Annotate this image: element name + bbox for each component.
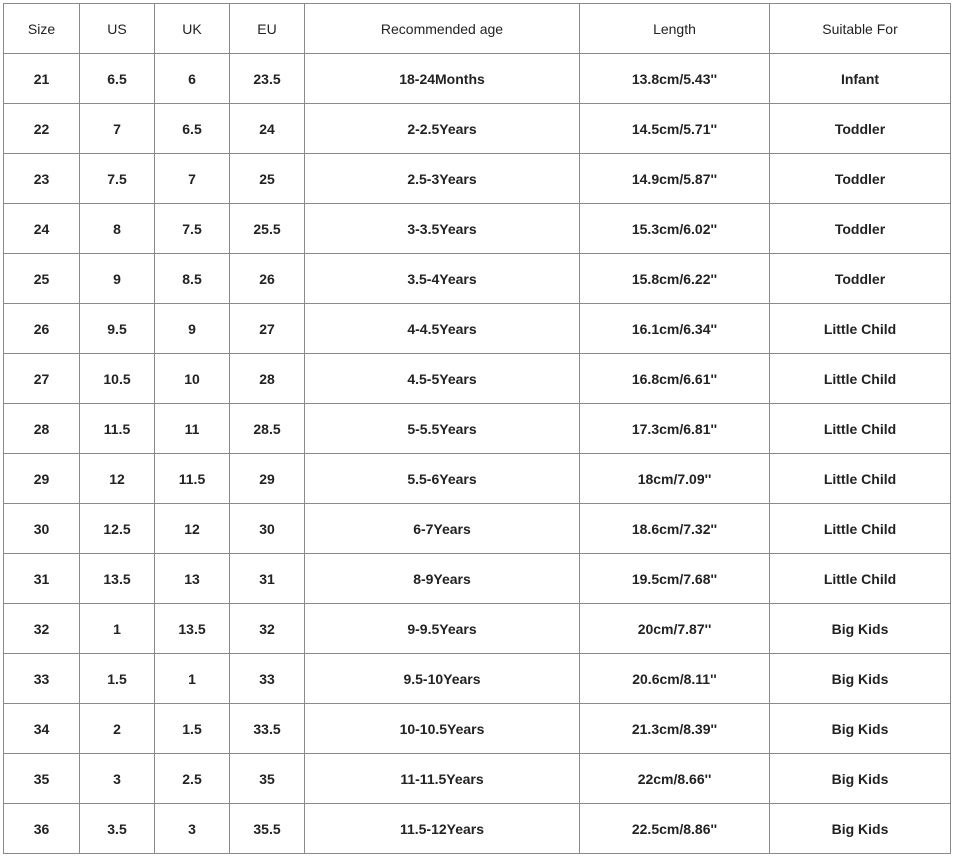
cell-recommended-age: 18-24Months <box>305 54 580 104</box>
table-row <box>4 304 951 354</box>
cell-uk: 7 <box>155 154 230 204</box>
header-row <box>4 4 951 54</box>
cell-suitable-for: Big Kids <box>770 754 951 804</box>
cell-length: 18.6cm/7.32'' <box>580 504 770 554</box>
cell-recommended-age: 10-10.5Years <box>305 704 580 754</box>
cell-us: 9 <box>80 254 155 304</box>
size-chart-table <box>3 3 951 854</box>
column-header-suitable-for: Suitable For <box>770 4 951 54</box>
cell-suitable-for: Toddler <box>770 254 951 304</box>
cell-length: 14.9cm/5.87'' <box>580 154 770 204</box>
cell-suitable-for: Big Kids <box>770 704 951 754</box>
table-header <box>4 4 951 54</box>
cell-length: 16.8cm/6.61'' <box>580 354 770 404</box>
table-row <box>4 454 951 504</box>
cell-length: 17.3cm/6.81'' <box>580 404 770 454</box>
cell-recommended-age: 3.5-4Years <box>305 254 580 304</box>
column-header-eu: EU <box>230 4 305 54</box>
cell-uk: 6.5 <box>155 104 230 154</box>
cell-uk: 13 <box>155 554 230 604</box>
cell-recommended-age: 5-5.5Years <box>305 404 580 454</box>
cell-recommended-age: 9.5-10Years <box>305 654 580 704</box>
cell-size: 32 <box>4 604 80 654</box>
table-row <box>4 704 951 754</box>
table-row <box>4 204 951 254</box>
cell-length: 22.5cm/8.86'' <box>580 804 770 854</box>
cell-size: 22 <box>4 104 80 154</box>
cell-us: 12 <box>80 454 155 504</box>
cell-recommended-age: 9-9.5Years <box>305 604 580 654</box>
cell-size: 23 <box>4 154 80 204</box>
cell-uk: 11 <box>155 404 230 454</box>
cell-eu: 28 <box>230 354 305 404</box>
cell-eu: 30 <box>230 504 305 554</box>
cell-suitable-for: Little Child <box>770 404 951 454</box>
table-row <box>4 504 951 554</box>
cell-suitable-for: Big Kids <box>770 804 951 854</box>
cell-length: 22cm/8.66'' <box>580 754 770 804</box>
cell-eu: 31 <box>230 554 305 604</box>
cell-size: 36 <box>4 804 80 854</box>
cell-us: 8 <box>80 204 155 254</box>
cell-us: 10.5 <box>80 354 155 404</box>
cell-uk: 2.5 <box>155 754 230 804</box>
cell-uk: 1.5 <box>155 704 230 754</box>
cell-uk: 6 <box>155 54 230 104</box>
cell-size: 28 <box>4 404 80 454</box>
cell-length: 21.3cm/8.39'' <box>580 704 770 754</box>
cell-suitable-for: Big Kids <box>770 604 951 654</box>
table-row <box>4 354 951 404</box>
cell-suitable-for: Toddler <box>770 204 951 254</box>
cell-eu: 27 <box>230 304 305 354</box>
cell-recommended-age: 8-9Years <box>305 554 580 604</box>
column-header-uk: UK <box>155 4 230 54</box>
cell-length: 15.8cm/6.22'' <box>580 254 770 304</box>
table-row <box>4 804 951 854</box>
cell-recommended-age: 6-7Years <box>305 504 580 554</box>
cell-us: 3.5 <box>80 804 155 854</box>
table-row <box>4 54 951 104</box>
cell-uk: 9 <box>155 304 230 354</box>
table-row <box>4 654 951 704</box>
cell-size: 34 <box>4 704 80 754</box>
table-row <box>4 754 951 804</box>
cell-size: 27 <box>4 354 80 404</box>
cell-length: 15.3cm/6.02'' <box>580 204 770 254</box>
table-row <box>4 404 951 454</box>
cell-us: 7.5 <box>80 154 155 204</box>
cell-suitable-for: Toddler <box>770 154 951 204</box>
cell-us: 1 <box>80 604 155 654</box>
cell-length: 16.1cm/6.34'' <box>580 304 770 354</box>
cell-us: 9.5 <box>80 304 155 354</box>
cell-length: 20.6cm/8.11'' <box>580 654 770 704</box>
cell-us: 11.5 <box>80 404 155 454</box>
cell-suitable-for: Toddler <box>770 104 951 154</box>
cell-size: 31 <box>4 554 80 604</box>
table-row <box>4 104 951 154</box>
cell-eu: 24 <box>230 104 305 154</box>
cell-recommended-age: 2.5-3Years <box>305 154 580 204</box>
table-row <box>4 154 951 204</box>
cell-uk: 3 <box>155 804 230 854</box>
cell-size: 35 <box>4 754 80 804</box>
cell-size: 24 <box>4 204 80 254</box>
cell-us: 3 <box>80 754 155 804</box>
cell-us: 7 <box>80 104 155 154</box>
cell-size: 29 <box>4 454 80 504</box>
column-header-us: US <box>80 4 155 54</box>
cell-size: 33 <box>4 654 80 704</box>
cell-size: 30 <box>4 504 80 554</box>
cell-us: 1.5 <box>80 654 155 704</box>
cell-size: 21 <box>4 54 80 104</box>
cell-uk: 7.5 <box>155 204 230 254</box>
cell-eu: 28.5 <box>230 404 305 454</box>
cell-suitable-for: Little Child <box>770 304 951 354</box>
cell-eu: 35 <box>230 754 305 804</box>
cell-length: 19.5cm/7.68'' <box>580 554 770 604</box>
cell-eu: 26 <box>230 254 305 304</box>
column-header-size: Size <box>4 4 80 54</box>
cell-us: 12.5 <box>80 504 155 554</box>
cell-recommended-age: 3-3.5Years <box>305 204 580 254</box>
table-row <box>4 554 951 604</box>
cell-uk: 13.5 <box>155 604 230 654</box>
cell-eu: 32 <box>230 604 305 654</box>
cell-suitable-for: Little Child <box>770 554 951 604</box>
cell-suitable-for: Infant <box>770 54 951 104</box>
cell-length: 18cm/7.09'' <box>580 454 770 504</box>
cell-us: 6.5 <box>80 54 155 104</box>
column-header-recommended-age: Recommended age <box>305 4 580 54</box>
cell-size: 25 <box>4 254 80 304</box>
cell-suitable-for: Little Child <box>770 354 951 404</box>
cell-recommended-age: 4-4.5Years <box>305 304 580 354</box>
cell-suitable-for: Big Kids <box>770 654 951 704</box>
cell-length: 20cm/7.87'' <box>580 604 770 654</box>
cell-recommended-age: 4.5-5Years <box>305 354 580 404</box>
table-row <box>4 254 951 304</box>
cell-uk: 11.5 <box>155 454 230 504</box>
cell-eu: 33 <box>230 654 305 704</box>
cell-recommended-age: 11-11.5Years <box>305 754 580 804</box>
cell-recommended-age: 2-2.5Years <box>305 104 580 154</box>
cell-length: 13.8cm/5.43'' <box>580 54 770 104</box>
cell-length: 14.5cm/5.71'' <box>580 104 770 154</box>
column-header-length: Length <box>580 4 770 54</box>
cell-eu: 25 <box>230 154 305 204</box>
cell-eu: 29 <box>230 454 305 504</box>
cell-suitable-for: Little Child <box>770 454 951 504</box>
cell-recommended-age: 11.5-12Years <box>305 804 580 854</box>
cell-recommended-age: 5.5-6Years <box>305 454 580 504</box>
cell-eu: 23.5 <box>230 54 305 104</box>
cell-uk: 8.5 <box>155 254 230 304</box>
cell-us: 2 <box>80 704 155 754</box>
cell-eu: 35.5 <box>230 804 305 854</box>
cell-eu: 25.5 <box>230 204 305 254</box>
cell-uk: 12 <box>155 504 230 554</box>
cell-eu: 33.5 <box>230 704 305 754</box>
cell-suitable-for: Little Child <box>770 504 951 554</box>
cell-us: 13.5 <box>80 554 155 604</box>
cell-uk: 10 <box>155 354 230 404</box>
table-row <box>4 604 951 654</box>
cell-uk: 1 <box>155 654 230 704</box>
cell-size: 26 <box>4 304 80 354</box>
table-body <box>4 54 951 854</box>
